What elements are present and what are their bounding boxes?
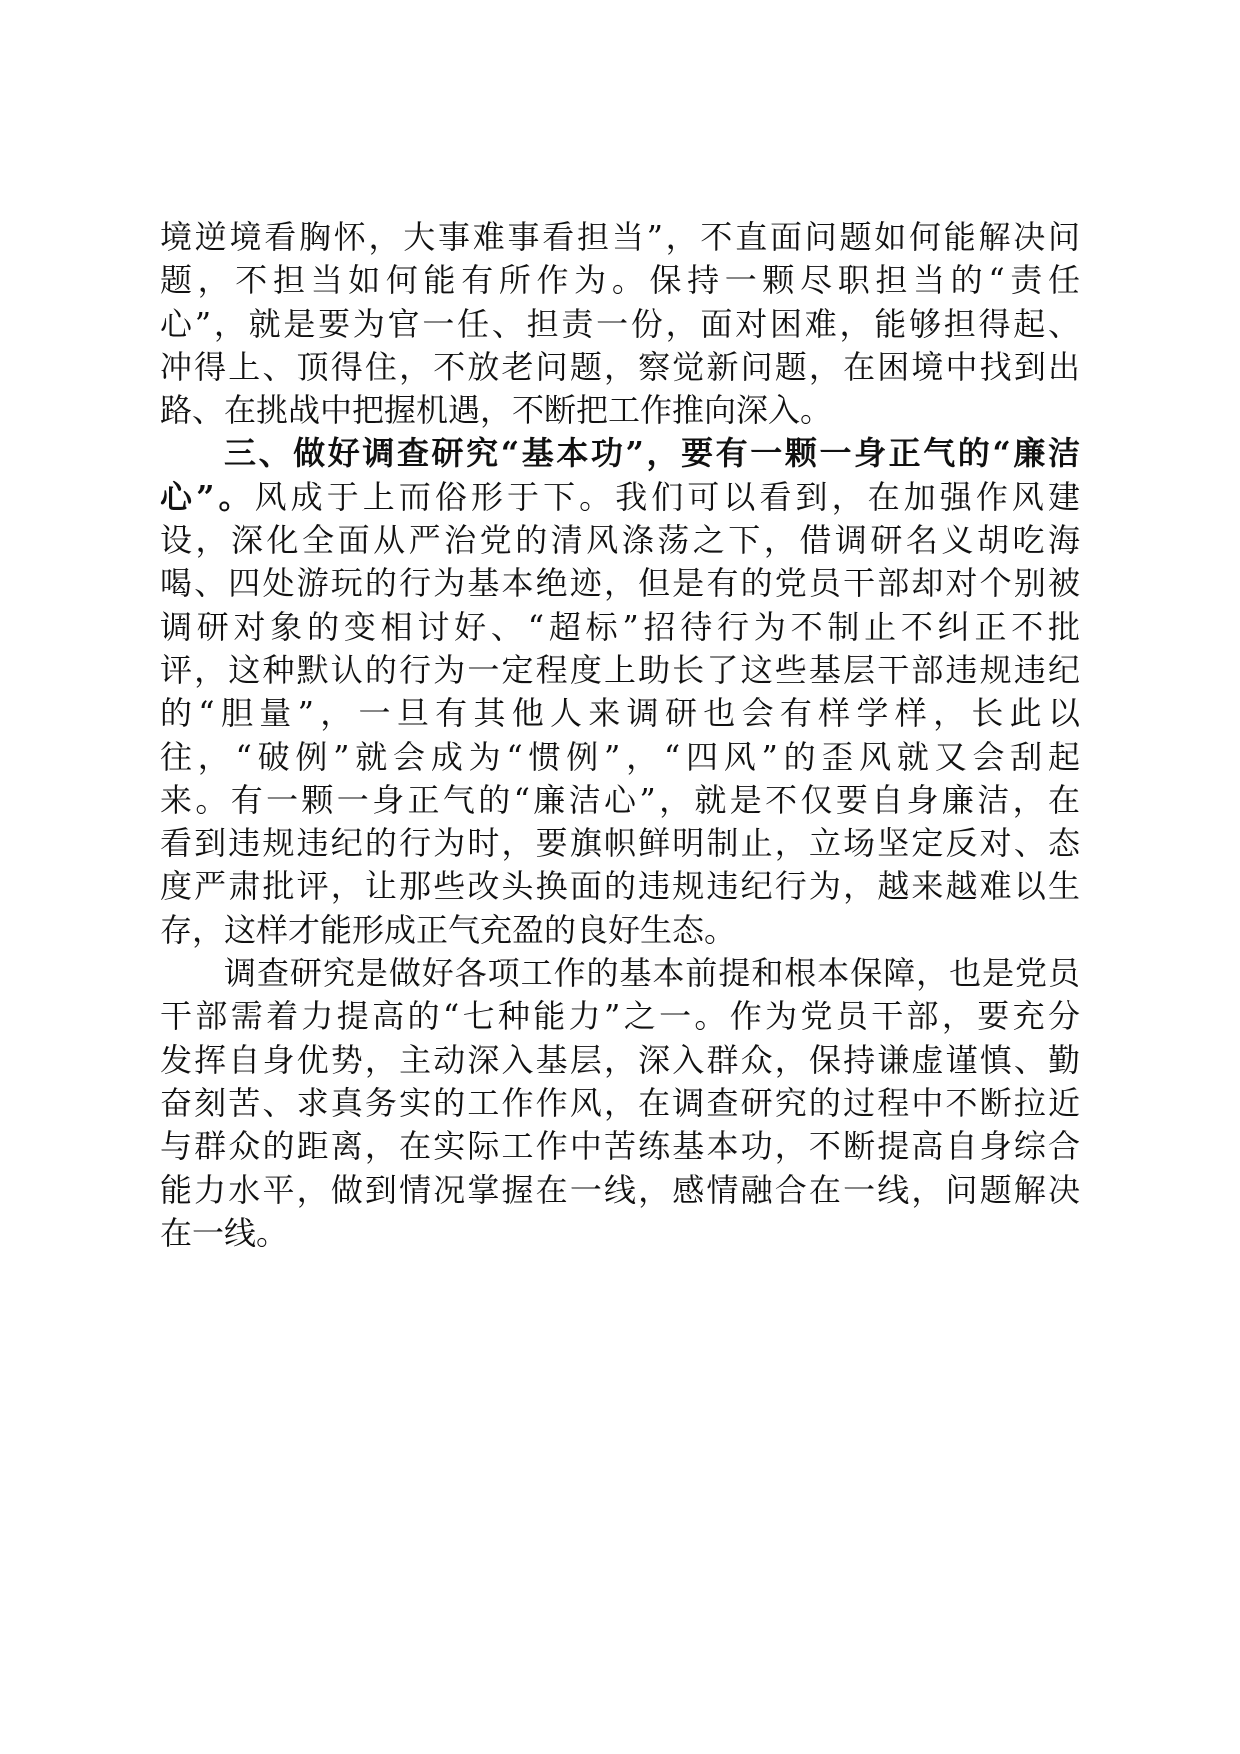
text-line: 来。有一颗一身正气的“廉洁心”，就是不仅要自身廉洁，在: [160, 780, 1080, 819]
text-line: 度严肃批评，让那些改头换面的违规违纪行为，越来越难以生: [160, 867, 1080, 906]
paragraph-1: [160, 216, 1080, 432]
text-line: 能力水平，做到情况掌握在一线，感情融合在一线，问题解决: [160, 1170, 1080, 1209]
text-line: 心”，就是要为官一任、担责一份，面对困难，能够担得起、: [160, 304, 1080, 343]
text-line: 干部需着力提高的“七种能力”之一。作为党员干部，要充分: [160, 997, 1080, 1036]
section-heading-end: 心”。: [160, 477, 255, 516]
text-line: 喝、四处游玩的行为基本绝迹，但是有的党员干部却对个别被: [160, 564, 1080, 603]
text-line: [160, 476, 1080, 519]
text-line: 路、在挑战中把握机遇，不断把工作推向深入。: [160, 391, 833, 430]
text-line: 境逆境看胸怀，大事难事看担当”，不直面问题如何能解决问: [160, 218, 1080, 256]
text-line: 往，“破例”就会成为“惯例”，“四风”的歪风就又会刮起: [160, 737, 1080, 776]
text-run: 风成于上而俗形于下。我们可以看到，在加强作风建: [254, 477, 1080, 516]
text-line: 冲得上、顶得住，不放老问题，察觉新问题，在困境中找到出: [160, 347, 1080, 386]
document-body: [160, 216, 1080, 1255]
paragraph-2: [160, 432, 1080, 952]
text-line: 调研对象的变相讨好、“超标”招待行为不制止不纠正不批: [160, 607, 1080, 646]
text-line: 发挥自身优势，主动深入基层，深入群众，保持谦虚谨慎、勤: [160, 1040, 1080, 1079]
text-line: 奋刻苦、求真务实的工作作风，在调查研究的过程中不断拉近: [160, 1083, 1080, 1122]
text-line: 评，这种默认的行为一定程度上助长了这些基层干部违规违纪: [160, 650, 1080, 689]
text-line: 在一线。: [160, 1213, 289, 1252]
paragraph-3: [160, 952, 1080, 1255]
text-line: 存，这样才能形成正气充盈的良好生态。: [160, 910, 737, 949]
section-heading: 三、做好调查研究“基本功”，要有一颗一身正气的“廉洁: [224, 434, 1080, 473]
text-line: 看到违规违纪的行为时，要旗帜鲜明制止，立场坚定反对、态: [160, 824, 1080, 863]
text-line: 与群众的距离，在实际工作中苦练基本功，不断提高自身综合: [160, 1127, 1080, 1166]
text-line: 题，不担当如何能有所作为。保持一颗尽职担当的“责任: [160, 261, 1080, 300]
text-line: 调查研究是做好各项工作的基本前提和根本保障，也是党员: [224, 954, 1080, 993]
text-line: 设，深化全面从严治党的清风涤荡之下，借调研名义胡吃海: [160, 521, 1080, 560]
section-heading-line: [160, 432, 1080, 475]
text-line: 的“胆量”，一旦有其他人来调研也会有样学样，长此以: [160, 694, 1080, 733]
